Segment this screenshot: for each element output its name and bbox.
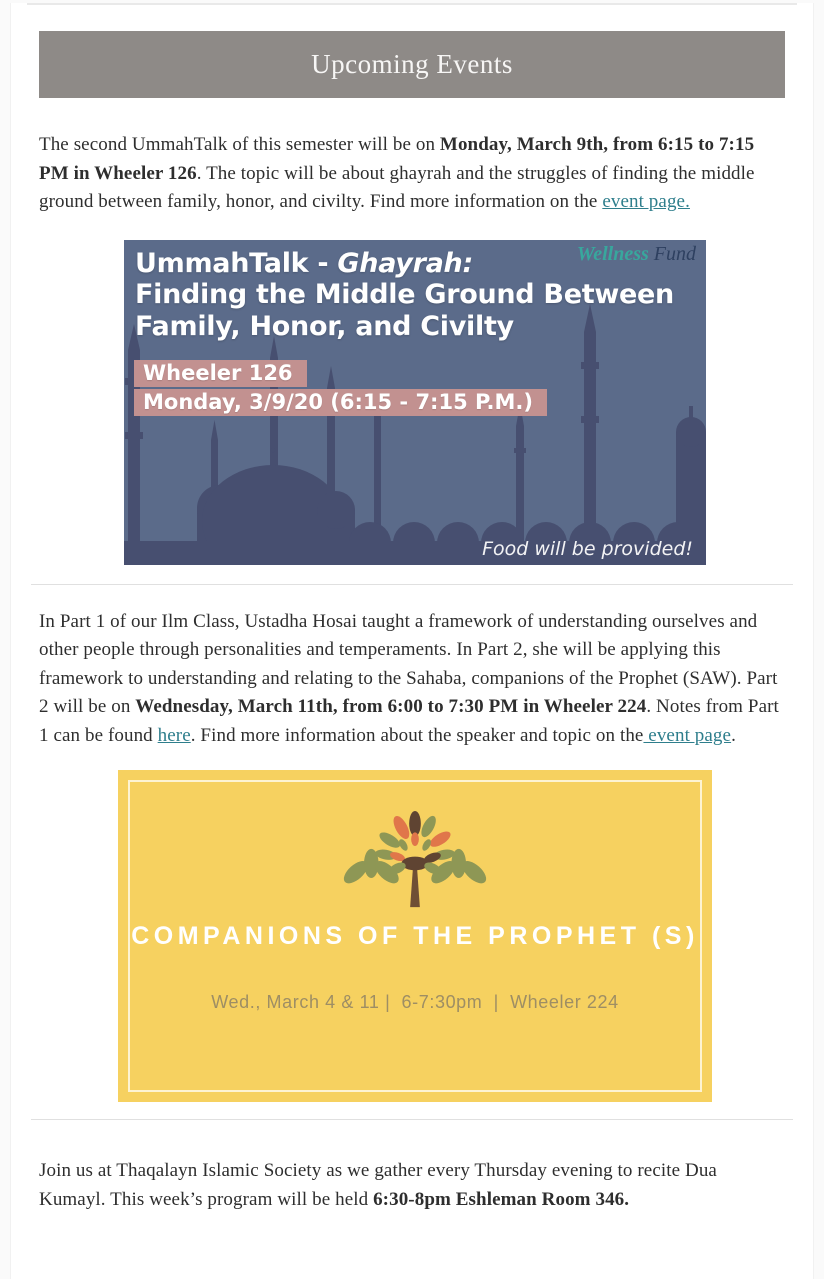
- companions-flyer-image: [118, 770, 712, 1102]
- flyer-location-label: Wheeler 126: [134, 360, 307, 387]
- paragraph-text: Join us at Thaqalayn Islamic Society as we gather every Thursday evening to recite Dua Kumayl. This week’s program will be held: [39, 1160, 717, 1210]
- flyer-title-line1: [135, 248, 674, 280]
- dua-kumayl-paragraph: [39, 1157, 785, 1214]
- fund-logo-text: Fund: [648, 242, 696, 265]
- flyer-title: [135, 248, 674, 343]
- section-divider: [31, 584, 793, 585]
- companions-flyer-title: COMPANIONS OF THE PROPHET (S): [131, 922, 699, 950]
- flyer-title-prefix: UmmahTalk -: [135, 247, 338, 279]
- email-body: [10, 3, 814, 1279]
- paragraph-text: In Part 1 of our Ilm Class, Ustadha Hosai taught a framework of understanding ourselves and other people through personalities and temperaments. In Part 2, she will be applying this framework to understanding and relating to the Sahaba, companions of the Prophet (SAW). Part 2 will be on: [39, 610, 778, 717]
- ilm-class-paragraph: [39, 608, 785, 751]
- paragraph-text: .: [731, 724, 736, 746]
- flyer-info-labels: [134, 360, 547, 418]
- event-datetime-bold: Monday, March 9th, from 6:15 to 7:15 PM in Wheeler 126: [39, 134, 755, 184]
- tree-icon: [285, 810, 545, 912]
- email-content: [11, 31, 813, 1214]
- ummahtalk-paragraph: [39, 131, 785, 217]
- flyer-title-line3: Family, Honor, and Civilty: [135, 310, 514, 342]
- event-page-link-2[interactable]: event page: [643, 724, 732, 746]
- companions-flyer-details: Wed., March 4 & 11 | 6-7:30pm | Wheeler 224: [211, 992, 619, 1012]
- event-datetime-bold: 6:30-8pm Eshleman Room 346.: [373, 1188, 630, 1210]
- paragraph-text: The second UmmahTalk of this semester will be on: [39, 134, 440, 155]
- section-header-banner: [39, 31, 785, 98]
- flyer-title-emphasis: Ghayrah:: [337, 247, 473, 279]
- flyer-title-line2: Finding the Middle Ground Between: [135, 279, 674, 310]
- tree-illustration: [118, 810, 712, 917]
- event-datetime-bold: Wednesday, March 11th, from 6:00 to 7:30 PM in Wheeler 224: [135, 696, 647, 717]
- ummahtalk-flyer-image: [124, 240, 706, 565]
- notes-link[interactable]: here: [157, 724, 191, 746]
- section-header-title: Upcoming Events: [311, 49, 513, 79]
- flyer-food-note: Food will be provided!: [482, 537, 693, 560]
- flyer-datetime-label: Monday, 3/9/20 (6:15 - 7:15 P.M.): [134, 389, 547, 416]
- paragraph-text: . Find more information about the speaker and topic on the: [190, 724, 644, 746]
- top-divider: [27, 3, 797, 5]
- section-divider: [31, 1119, 793, 1120]
- event-page-link[interactable]: event page.: [602, 191, 690, 212]
- paragraph-text: . Notes from Part 1 can be found: [39, 696, 779, 746]
- paragraph-text: . The topic will be about ghayrah and the struggles of finding the middle ground between family, honor, and civilty. Find more information on the: [39, 162, 755, 212]
- wellness-logo-text: Wellness: [576, 242, 649, 265]
